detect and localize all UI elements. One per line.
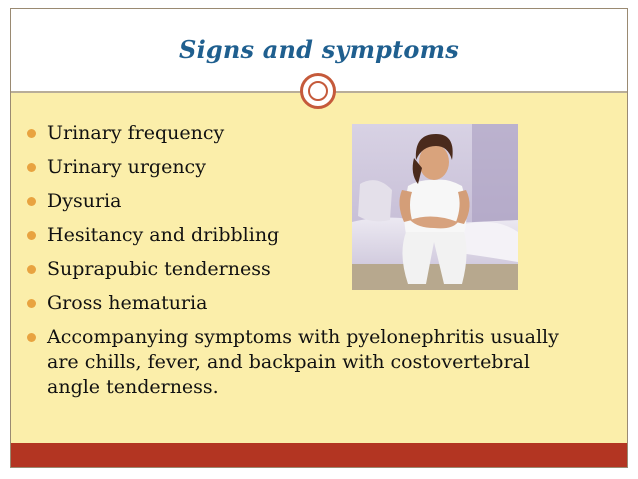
- bullet-dot-icon: [27, 231, 36, 240]
- list-item: [23, 325, 567, 400]
- pillow: [358, 180, 392, 221]
- woman-abdominal-pain-photo: [352, 124, 518, 290]
- bullet-dot-icon: [27, 197, 36, 206]
- bullet-dot-icon: [27, 299, 36, 308]
- double-circle-icon: [300, 73, 336, 109]
- slide: [10, 8, 628, 468]
- list-item-text: Urinary urgency: [47, 156, 206, 178]
- list-item-text: Dysuria: [47, 190, 122, 212]
- bullet-dot-icon: [27, 265, 36, 274]
- slide-footer-bar: [11, 443, 627, 467]
- floor: [352, 264, 518, 290]
- list-item-text: Urinary frequency: [47, 122, 225, 144]
- photo-illustration: [352, 124, 518, 290]
- bullet-dot-icon: [27, 163, 36, 172]
- curtain: [472, 124, 518, 234]
- bullet-dot-icon: [27, 333, 36, 342]
- list-item-text: Hesitancy and dribbling: [47, 224, 280, 246]
- list-item-text: Accompanying symptoms with pyelonephritis usually are chills, fever, and backpain with costovertebral angle tenderness.: [47, 326, 559, 398]
- inner-circle: [308, 81, 328, 101]
- slide-content: [11, 93, 627, 445]
- list-item-text: Suprapubic tenderness: [47, 258, 271, 280]
- bullet-dot-icon: [27, 129, 36, 138]
- slide-title: Signs and symptoms: [179, 35, 459, 64]
- list-item: [23, 291, 583, 315]
- list-item-text: Gross hematuria: [47, 292, 208, 314]
